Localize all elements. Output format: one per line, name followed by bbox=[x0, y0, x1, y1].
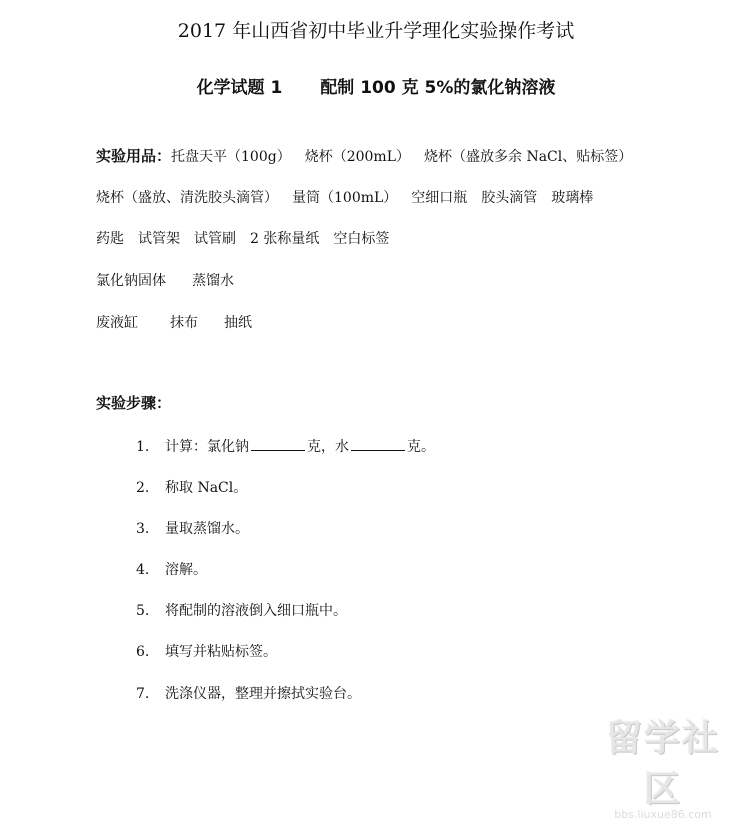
step-5 bbox=[136, 600, 347, 620]
steps-heading: 实验步骤： bbox=[96, 394, 172, 412]
document-title: 2017 年山西省初中毕业升学理化实验操作考试 bbox=[177, 20, 575, 42]
step-text: 称取 NaCl。 bbox=[165, 480, 248, 496]
step-number: 6. bbox=[136, 644, 150, 660]
material-item: 托盘天平（100g） bbox=[171, 149, 291, 165]
step-number: 1. bbox=[136, 439, 150, 455]
step-number: 5. bbox=[136, 603, 150, 619]
watermark-url: bbs.liuxue86.com bbox=[614, 808, 712, 821]
material-item: 烧杯（200mL） bbox=[304, 149, 410, 165]
subtitle-task: 配制 100 克 5%的氯化钠溶液 bbox=[320, 78, 556, 98]
materials-line-1 bbox=[96, 145, 646, 166]
step-text: 量取蒸馏水。 bbox=[165, 521, 249, 537]
step-text: 计算：氯化钠 bbox=[165, 439, 249, 455]
material-item: 药匙 bbox=[96, 231, 124, 247]
answer-blank-sodium-chloride bbox=[251, 438, 305, 451]
material-item: 抽纸 bbox=[224, 315, 252, 331]
step-text: 克，水 bbox=[307, 439, 349, 455]
material-item: 2 张称量纸 bbox=[250, 231, 320, 247]
step-number: 3. bbox=[136, 521, 150, 537]
step-text: 洗涤仪器，整理并擦拭实验台。 bbox=[165, 686, 361, 702]
subtitle-question-number: 化学试题 1 bbox=[196, 78, 283, 98]
step-text: 溶解。 bbox=[165, 562, 207, 578]
step-number: 7. bbox=[136, 686, 150, 702]
document-subtitle bbox=[0, 73, 752, 98]
step-1 bbox=[136, 436, 435, 456]
step-3 bbox=[136, 518, 249, 538]
materials-line-4 bbox=[96, 270, 248, 290]
watermark bbox=[588, 710, 738, 821]
material-item: 玻璃棒 bbox=[551, 190, 594, 206]
materials-line-2 bbox=[96, 187, 607, 207]
material-item: 废液缸 bbox=[96, 315, 138, 331]
step-6 bbox=[136, 641, 277, 661]
materials-label: 实验用品： bbox=[96, 147, 172, 165]
material-item: 量筒（100mL） bbox=[292, 190, 398, 206]
material-item: 烧杯（盛放多余 NaCl、贴标签） bbox=[424, 149, 633, 165]
material-item: 试管刷 bbox=[194, 231, 236, 247]
material-item: 烧杯（盛放、清洗胶头滴管） bbox=[96, 190, 278, 206]
answer-blank-water bbox=[351, 438, 405, 451]
step-number: 4. bbox=[136, 562, 150, 578]
step-7 bbox=[136, 683, 361, 703]
material-item: 氯化钠固体 bbox=[96, 273, 166, 289]
materials-line-5 bbox=[96, 312, 266, 332]
step-number: 2. bbox=[136, 480, 150, 496]
material-item: 胶头滴管 bbox=[481, 190, 538, 206]
material-item: 试管架 bbox=[138, 231, 180, 247]
step-text: 将配制的溶液倒入细口瓶中。 bbox=[165, 603, 347, 619]
step-text: 填写并粘贴标签。 bbox=[165, 644, 277, 660]
material-item: 空细口瓶 bbox=[411, 190, 468, 206]
material-item: 空白标签 bbox=[333, 231, 390, 247]
step-text: 克。 bbox=[407, 439, 435, 455]
material-item: 蒸馏水 bbox=[192, 273, 234, 289]
watermark-logo: 留学社区 bbox=[605, 718, 720, 810]
step-2 bbox=[136, 477, 247, 497]
material-item: 抹布 bbox=[170, 315, 198, 331]
materials-line-3 bbox=[96, 228, 403, 248]
step-4 bbox=[136, 559, 207, 579]
